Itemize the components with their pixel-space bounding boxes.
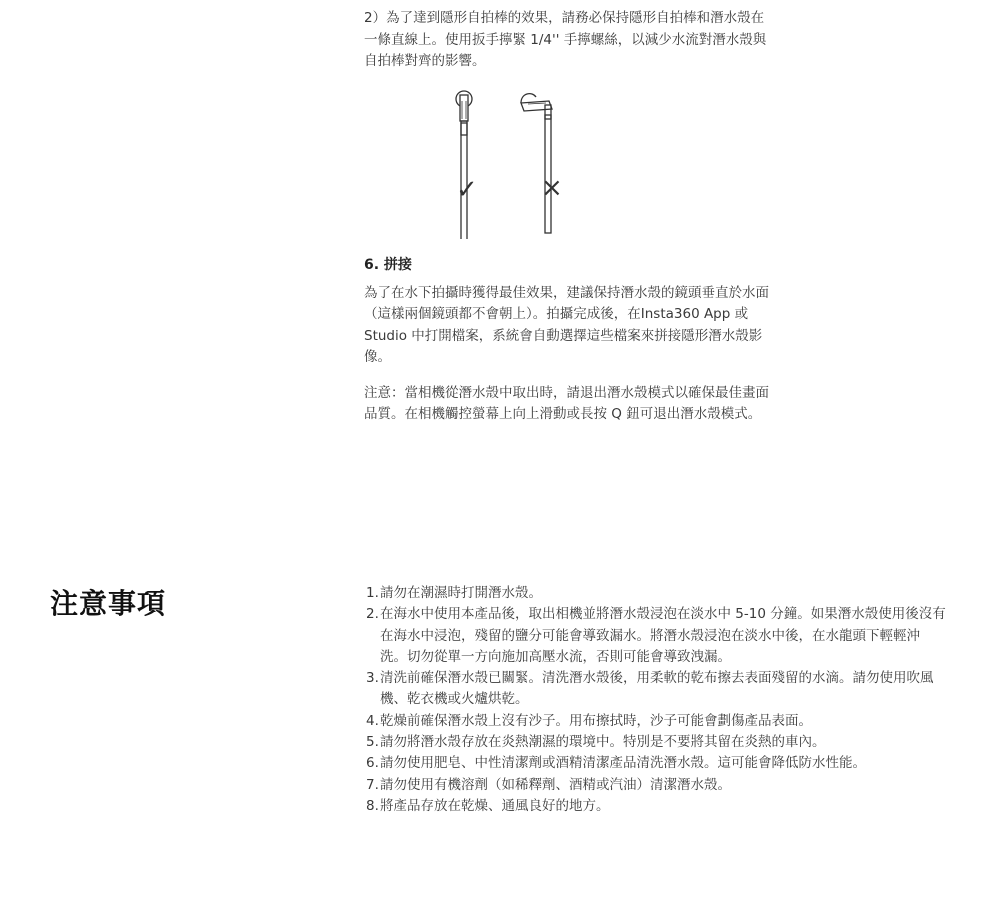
list-item: 6. 請勿使用肥皂、中性清潔劑或酒精清潔產品清洗潛水殼。這可能會降低防水性能。: [366, 755, 866, 772]
list-item: 1. 請勿在潮濕時打開潛水殼。: [366, 585, 542, 601]
stitching-text: 為了在水下拍攝時獲得最佳效果，建議保持潛水殼的鏡頭垂直於水面（這樣兩個鏡頭都不會朝上）。拍攝完成後，在Insta360 App 或 Studio 中打開檔案，系統會自動選擇這些檔案來拼接隱形潛水殼影像。: [364, 284, 769, 365]
list-item: 4. 乾燥前確保潛水殼上沒有沙子。用布擦拭時，沙子可能會劃傷產品表面。: [366, 712, 812, 729]
misaligned-selfie-stick-illustration: [521, 93, 552, 232]
list-item: 3. 清洗前確保潛水殼已關緊。清洗潛水殼後，用柔軟的乾布擦去表面殘留的水滴。請勿使用吹風機、乾衣機或火爐烘乾。: [366, 670, 934, 708]
wrong-cross-icon: ×: [541, 172, 563, 203]
alignment-diagram: [364, 89, 774, 239]
dive-case-mode-note: 注意：當相機從潛水殼中取出時，請退出潛水殼模式以確保最佳畫面品質。在相機觸控螢幕上向上滑動或長按 Q 鈕可退出潛水殼模式。: [364, 384, 769, 422]
list-item: 8. 將產品存放在乾燥、通風良好的地方。: [366, 797, 610, 814]
correct-check-icon: ✓: [456, 174, 478, 205]
instructions-column: [364, 8, 774, 426]
list-item: 2. 在海水中使用本產品後，取出相機並將潛水殼浸泡在淡水中 5-10 分鐘。如果潛水殼使用後沒有在海水中浸泡，殘留的鹽分可能會導致漏水。將潛水殼浸泡在淡水中後，在水龍頭下輕輕沖洗。切勿從單一方向施加高壓水流，否則可能會導致洩漏。: [366, 606, 946, 665]
section-title-stitching: 6. 拼接: [364, 256, 412, 273]
notice-list: [366, 583, 946, 817]
step-2-text: 2）為了達到隱形自拍棒的效果，請務必保持隱形自拍棒和潛水殼在一條直線上。使用扳手擰緊 1/4'' 手擰螺絲，以減少水流對潛水殼與自拍棒對齊的影響。: [364, 10, 767, 69]
alignment-illustration: [364, 89, 774, 239]
aligned-selfie-stick-illustration: [456, 91, 472, 239]
list-item: 7. 請勿使用有機溶劑（如稀釋劑、酒精或汽油）清潔潛水殼。: [366, 776, 731, 793]
list-item: 5. 請勿將潛水殼存放在炎熱潮濕的環境中。特別是不要將其留在炎熱的車內。: [366, 734, 826, 751]
notice-heading: 注意事項: [50, 587, 167, 620]
